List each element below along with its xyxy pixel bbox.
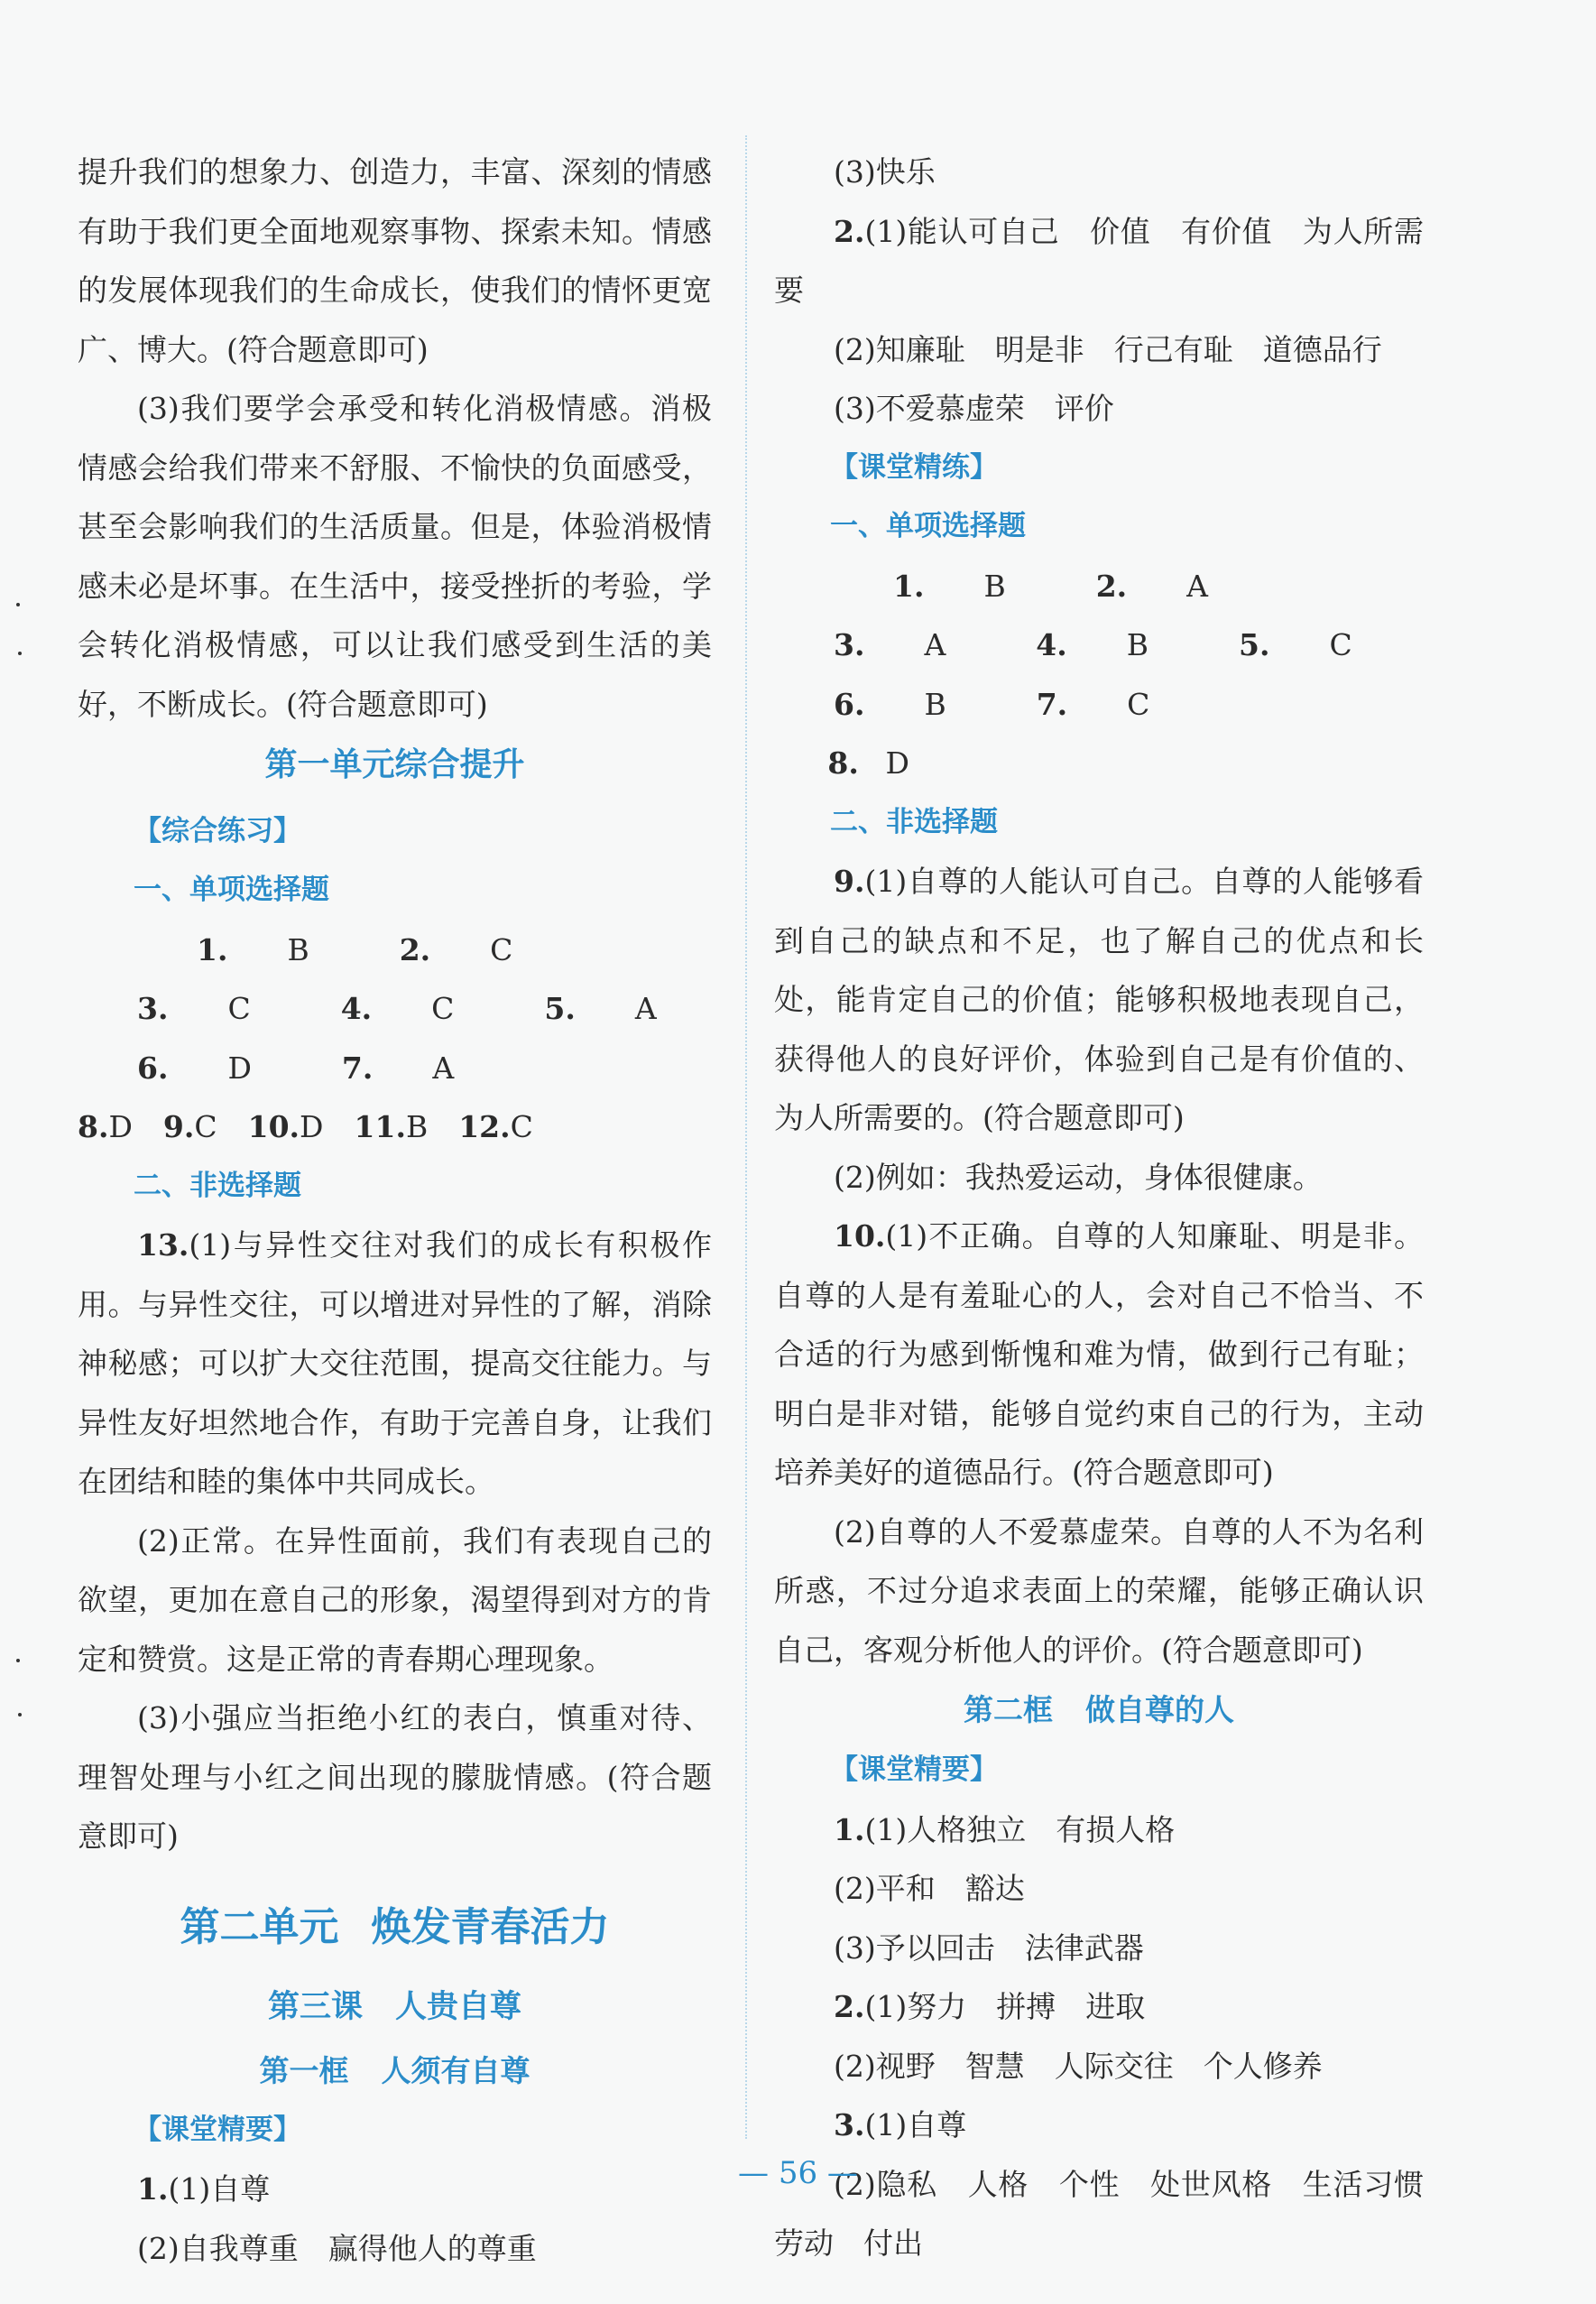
essential-item: (3)快乐 — [834, 154, 936, 190]
answer-row — [774, 734, 1424, 793]
answer-letter: B — [1126, 627, 1149, 662]
paragraph: (2)自尊的人不爱慕虚荣。自尊的人不为名利所惑，不过分追求表面上的荣耀，能够正确认识自己，客观分析他人的评价。(符合题意即可) — [774, 1513, 1424, 1668]
answer-letter: A — [432, 1050, 455, 1086]
answer-text: (1)与异性交往对我们的成长有积极作用。与异性交往，可以增进对异性的了解，消除神秘感；可以扩大交往范围，提高交往能力。与异性友好坦然地合作，有助于完善自身，让我们在团结和睦的集体中共同成长。 — [78, 1227, 712, 1499]
answer-letter: A — [924, 627, 946, 662]
practice-label: 【综合练习】 — [134, 814, 301, 847]
lesson-number: 第三课 — [267, 1988, 363, 2025]
answer-row — [774, 557, 1424, 735]
item-number: 1. — [137, 2171, 169, 2207]
essential-item: (3)不爱慕虚荣 评价 — [834, 391, 1114, 426]
unit-name: 焕发青春活力 — [371, 1903, 610, 1950]
answer-number: 1. — [893, 568, 925, 604]
answer-number: 6. — [834, 686, 865, 722]
column-divider — [745, 135, 747, 2139]
answer-item — [458, 1097, 533, 1157]
answer-number: 6. — [137, 1050, 169, 1086]
answer-letter: D — [227, 1050, 252, 1086]
item-text: (1)能认可自己 价值 有价值 为人所需要 — [774, 213, 1424, 308]
right-column — [774, 143, 1453, 2273]
page-number: — 56 — — [738, 2155, 858, 2191]
answer-row — [78, 921, 712, 1098]
question-number: 10. — [834, 1218, 886, 1254]
essential-item: (2)知廉耻 明是非 行己有耻 道德品行 — [834, 331, 1382, 367]
answer-item — [78, 1097, 133, 1157]
answer-letter: A — [1186, 568, 1209, 604]
item-text: (1)人格独立 有损人格 — [864, 1811, 1176, 1847]
answer-item — [1037, 557, 1208, 616]
section-heading: 二、非选择题 — [830, 805, 998, 838]
answer-letter: B — [924, 686, 946, 722]
answer-number: 1. — [197, 931, 228, 967]
answer-number: 11. — [354, 1109, 406, 1144]
answer-letter: D — [300, 1109, 324, 1144]
answer-letter: C — [227, 991, 251, 1026]
item-number: 1. — [834, 1811, 865, 1847]
question-9 — [774, 852, 1424, 1148]
essentials-label: 【课堂精要】 — [134, 2113, 301, 2146]
item-number: 3. — [834, 2107, 865, 2142]
answer-item — [976, 615, 1149, 675]
section-heading: 一、单项选择题 — [830, 510, 1026, 542]
question-13 — [78, 1216, 712, 1512]
answer-item — [340, 921, 513, 980]
answer-number: 8. — [78, 1109, 109, 1144]
paragraph: 提升我们的想象力、创造力，丰富、深刻的情感有助于我们更全面地观察事物、探索未知。情感的发展体现我们的生命成长，使我们的情怀更宽广、博大。(符合题意即可) — [78, 154, 712, 367]
unit-number: 第二单元 — [180, 1903, 339, 1950]
essential-item: (2)隐私 人格 个性 处世风格 生活习惯 劳动 付出 — [774, 2166, 1453, 2261]
answer-item — [774, 615, 946, 675]
item-number: 2. — [834, 213, 865, 249]
left-column — [78, 143, 712, 2278]
answer-letter: C — [510, 1109, 533, 1144]
answer-item — [78, 979, 251, 1039]
answer-number: 7. — [1036, 686, 1068, 722]
essential-item — [774, 2096, 1424, 2155]
answer-item — [282, 1039, 454, 1098]
frame-name: 做自尊的人 — [1085, 1692, 1234, 1727]
answer-item — [834, 557, 1006, 616]
answer-number: 2. — [399, 931, 431, 967]
answer-letter: A — [634, 991, 657, 1026]
essential-item — [774, 202, 1424, 320]
answer-number: 8. — [827, 745, 859, 781]
answer-letter: C — [1329, 627, 1352, 662]
answer-letter: C — [490, 931, 513, 967]
answer-letter: B — [983, 568, 1006, 604]
item-text: (1)自尊 — [864, 2107, 967, 2142]
unit-summary-title: 第一单元综合提升 — [264, 746, 525, 783]
answer-item — [977, 675, 1150, 735]
answer-letter: D — [108, 1109, 133, 1144]
answer-number: 3. — [137, 991, 169, 1026]
answer-number: 12. — [458, 1109, 511, 1144]
answer-letter: C — [431, 991, 455, 1026]
answer-item — [801, 734, 909, 793]
frame-number: 第二框 — [964, 1692, 1053, 1727]
answer-letter: B — [405, 1109, 429, 1144]
paragraph: (2)正常。在异性面前，我们有表现自己的欲望，更加在意自己的形象，渴望得到对方的肯定和赞赏。这是正常的青春期心理现象。 — [78, 1522, 712, 1677]
answer-number: 7. — [341, 1050, 374, 1086]
frame-name: 人须有自尊 — [381, 2052, 530, 2088]
section-heading: 二、非选择题 — [134, 1169, 301, 1202]
answer-item — [78, 1039, 252, 1098]
answer-item — [137, 921, 309, 980]
answer-letter: B — [287, 931, 309, 967]
margin-mark — [18, 652, 22, 655]
answer-text: (1)不正确。自尊的人知廉耻、明是非。自尊的人是有羞耻心的人，会对自己不恰当、不合适的行为感到惭愧和难为情，做到行己有耻；明白是非对错，能够自觉约束自己的行为，主动培养美好的道德品行。(符合题意即可) — [774, 1218, 1424, 1490]
answer-item — [281, 979, 455, 1039]
margin-mark — [16, 1659, 20, 1662]
essential-item — [774, 1800, 1424, 1860]
answer-number: 2. — [1095, 568, 1128, 604]
lesson-title — [78, 1973, 712, 2041]
item-text: (1)自尊 — [168, 2171, 271, 2207]
answer-number: 10. — [247, 1109, 300, 1144]
answer-number: 3. — [834, 627, 865, 662]
answer-letter: C — [194, 1109, 217, 1144]
item-text: (1)努力 拼搏 进取 — [864, 1989, 1146, 2024]
frame-title — [78, 2041, 712, 2101]
question-number: 9. — [834, 864, 865, 899]
lesson-name: 人贵自尊 — [395, 1988, 522, 2025]
section-heading: 一、单项选择题 — [134, 874, 329, 906]
answer-item — [163, 1097, 217, 1157]
frame-number: 第一框 — [259, 2052, 349, 2088]
question-number: 13. — [137, 1227, 189, 1263]
margin-mark — [16, 603, 20, 606]
answer-item — [774, 675, 946, 735]
answer-number: 5. — [1239, 627, 1270, 662]
item-number: 2. — [834, 1989, 865, 2024]
answer-item — [355, 1097, 429, 1157]
question-10 — [774, 1207, 1424, 1503]
answer-text: (1)自尊的人能认可自己。自尊的人能够看到自己的缺点和不足，也了解自己的优点和长处，能肯定自己的价值；能够积极地表现自己，获得他人的良好评价，体验到自己是有价值的、为人所需要的。(符合题意即可) — [774, 864, 1424, 1135]
answer-letter: C — [1127, 686, 1150, 722]
essential-item: (2)平和 豁达 — [834, 1871, 1025, 1906]
answer-number: 4. — [340, 991, 373, 1026]
essential-item: (2)自我尊重 赢得他人的尊重 — [137, 2230, 537, 2266]
essential-item — [774, 1977, 1424, 2037]
answer-item — [484, 979, 656, 1039]
essentials-label: 【课堂精要】 — [830, 1753, 998, 1786]
essential-item: (2)视野 智慧 人际交往 个人修养 — [834, 2048, 1323, 2084]
paragraph: (3)我们要学会承受和转化消极情感。消极情感会给我们带来不舒服、不愉快的负面感受，甚至会影响我们的生活质量。但是，体验消极情感未必是坏事。在生活中，接受挫折的考验，学会转化消极情感，可以让我们感受到生活的美好，不断成长。(符合题意即可) — [78, 391, 712, 722]
paragraph: (2)例如：我热爱运动，身体很健康。 — [834, 1159, 1323, 1195]
drill-label: 【课堂精练】 — [830, 450, 998, 484]
answer-number: 4. — [1036, 627, 1067, 662]
answer-number: 9. — [162, 1109, 195, 1144]
margin-mark — [18, 1713, 22, 1716]
frame-title — [774, 1679, 1424, 1741]
unit-title — [78, 1883, 712, 1973]
answer-number: 5. — [544, 991, 576, 1026]
answer-item — [248, 1097, 324, 1157]
answer-item — [1179, 615, 1352, 675]
answer-letter: D — [885, 745, 909, 781]
essential-item: (3)予以回击 法律武器 — [834, 1929, 1144, 1966]
paragraph: (3)小强应当拒绝小红的表白，慎重对待、理智处理与小红之间出现的朦胧情感。(符合题意即可) — [78, 1700, 712, 1854]
answer-row — [78, 1097, 712, 1157]
